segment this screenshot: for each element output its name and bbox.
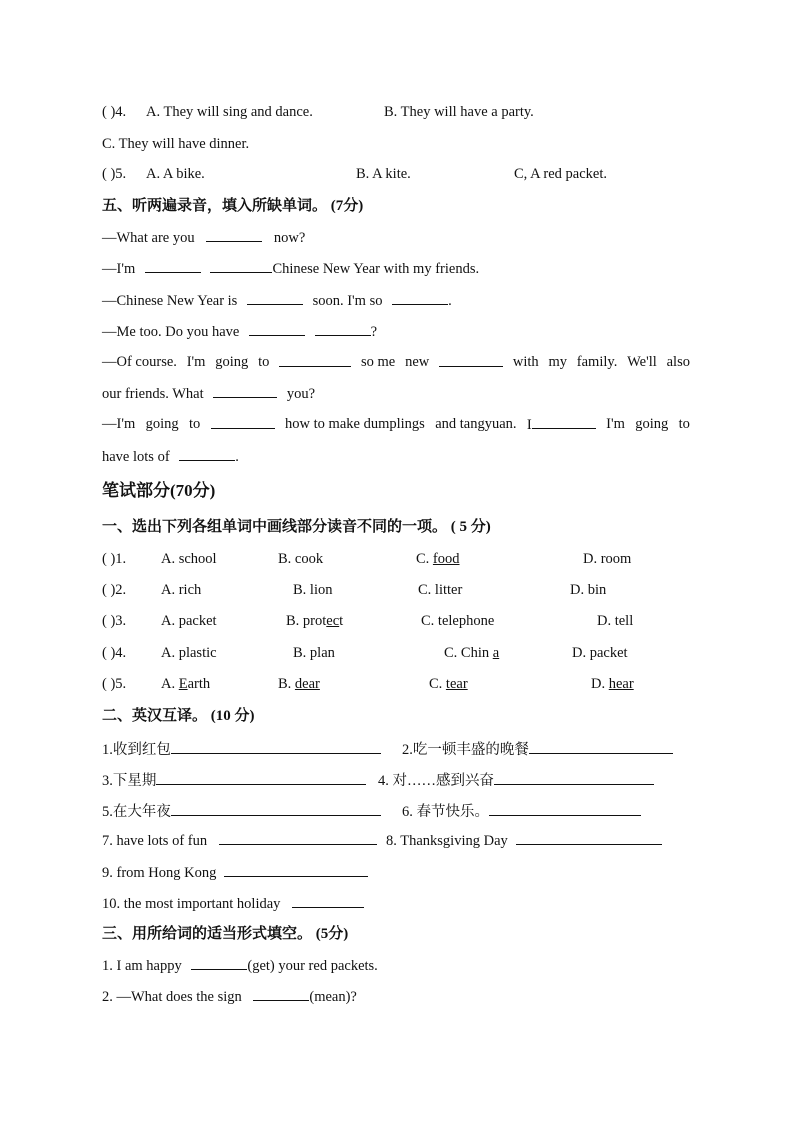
dialogue-line-3: —Chinese New Year is soon. I'm so .	[102, 293, 452, 309]
p2-item-1: 1.收到红包	[102, 738, 381, 759]
p1-q1-d: D. room	[583, 551, 632, 567]
p1-q3-c: C. telephone	[421, 613, 495, 629]
p1-q4-number: ( )4.	[102, 645, 127, 661]
blank[interactable]	[279, 353, 351, 367]
p1-q3-number: ( )3.	[102, 613, 127, 629]
choice-q4-option-a: A. They will sing and dance.	[146, 104, 313, 120]
p1-q2-a: A. rich	[161, 582, 202, 598]
p1-q2-c: C. litter	[418, 582, 463, 598]
blank[interactable]	[529, 740, 673, 754]
p2-item-6: 6. 春节快乐。	[402, 800, 641, 821]
dialogue-line-5: —Of course. I'm going to so me new with my family. We'll also	[102, 354, 690, 370]
p3-question-2: 2. —What does the sign (mean)?	[102, 989, 357, 1005]
dialogue-line-2: —I'm Chinese New Year with my friends.	[102, 261, 480, 277]
p1-q5-number: ( )5.	[102, 676, 127, 692]
blank[interactable]	[439, 353, 503, 367]
p1-q5-b: B. dear	[278, 676, 320, 692]
blank[interactable]	[392, 291, 448, 305]
p2-item-2: 2.吃一顿丰盛的晚餐	[402, 738, 673, 759]
blank[interactable]	[145, 259, 201, 273]
p1-q2-d: D. bin	[570, 582, 607, 598]
blank[interactable]	[213, 384, 277, 398]
blank[interactable]	[516, 831, 662, 845]
blank[interactable]	[253, 987, 309, 1001]
blank[interactable]	[224, 863, 368, 877]
dialogue-line-7: —I'm going to how to make dumplings and tangyuan. I I'm going to	[102, 416, 690, 433]
blank[interactable]	[211, 415, 275, 429]
p1-q5-c: C. tear	[429, 676, 468, 692]
p1-q1-a: A. school	[161, 551, 217, 567]
p1-q1-number: ( )1.	[102, 551, 127, 567]
p2-item-9: 9. from Hong Kong	[102, 863, 368, 882]
p2-item-7: 7. have lots of fun	[102, 831, 377, 850]
blank[interactable]	[494, 771, 654, 785]
blank[interactable]	[532, 415, 596, 429]
p2-item-5: 5.在大年夜	[102, 800, 381, 821]
blank[interactable]	[219, 831, 377, 845]
p1-q1-b: B. cook	[278, 551, 324, 567]
choice-q5-option-c: C, A red packet.	[514, 166, 608, 182]
blank[interactable]	[171, 802, 381, 816]
choice-q5-number: ( )5.	[102, 166, 127, 182]
part1-title: 一、选出下列各组单词中画线部分读音不同的一项。 ( 5 分)	[102, 519, 491, 535]
part2-title: 二、英汉互译。 (10 分)	[102, 708, 255, 724]
p1-q4-a: A. plastic	[161, 645, 217, 661]
choice-q4-number: ( )4.	[102, 104, 127, 120]
dialogue-line-4: —Me too. Do you have ?	[102, 324, 378, 340]
blank[interactable]	[249, 322, 305, 336]
p1-q5-a: A. Earth	[161, 676, 211, 692]
p1-q5-d: D. hear	[591, 676, 634, 692]
choice-q4-option-b: B. They will have a party.	[384, 104, 534, 120]
blank[interactable]	[247, 291, 303, 305]
written-section-title: 笔试部分(70分)	[102, 481, 216, 500]
p1-q3-d: D. tell	[597, 613, 634, 629]
p3-question-1: 1. I am happy (get) your red packets.	[102, 958, 378, 974]
choice-q5-option-b: B. A kite.	[356, 166, 411, 182]
choice-q5-option-a: A. A bike.	[146, 166, 205, 182]
p1-q3-a: A. packet	[161, 613, 217, 629]
blank[interactable]	[210, 259, 272, 273]
p1-q1-c: C. food	[416, 551, 460, 567]
choice-q4-option-c: C. They will have dinner.	[102, 136, 250, 152]
p2-item-4: 4. 对……感到兴奋	[378, 769, 654, 790]
p2-item-10: 10. the most important holiday	[102, 894, 364, 913]
p1-q4-c: C. Chin a	[444, 645, 500, 661]
p1-q3-b: B. protect	[286, 613, 344, 629]
p1-q4-d: D. packet	[572, 645, 628, 661]
blank[interactable]	[171, 740, 381, 754]
blank[interactable]	[315, 322, 371, 336]
blank[interactable]	[191, 956, 247, 970]
p2-item-8: 8. Thanksgiving Day	[386, 831, 662, 850]
blank[interactable]	[156, 771, 366, 785]
blank[interactable]	[179, 447, 235, 461]
dialogue-line-8: have lots of .	[102, 449, 239, 465]
p1-q4-b: B. plan	[293, 645, 335, 661]
blank[interactable]	[206, 228, 262, 242]
dialogue-line-6: our friends. What you?	[102, 386, 316, 402]
p1-q2-b: B. lion	[293, 582, 333, 598]
p1-q2-number: ( )2.	[102, 582, 127, 598]
blank[interactable]	[489, 802, 641, 816]
p2-item-3: 3.下星期	[102, 769, 366, 790]
section5-title: 五、听两遍录音，填入所缺单词。 (7分)	[102, 198, 364, 214]
blank[interactable]	[292, 894, 364, 908]
dialogue-line-1: —What are you now?	[102, 230, 306, 246]
part3-title: 三、用所给词的适当形式填空。 (5分)	[102, 926, 349, 942]
